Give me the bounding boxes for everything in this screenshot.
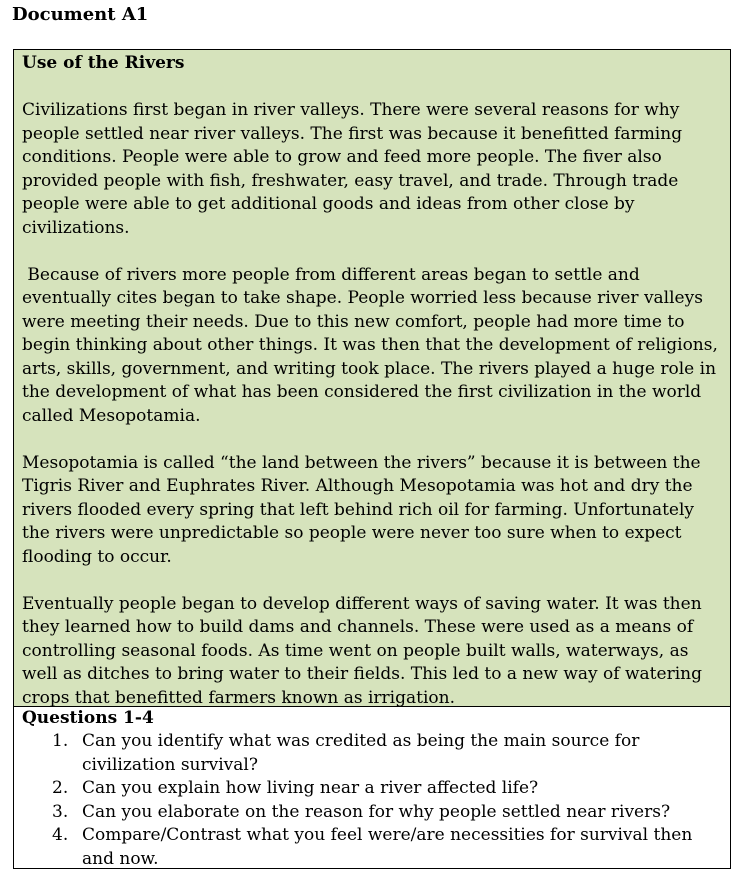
question-text: Can you identify what was credited as being the main source for civilization survival?	[82, 731, 640, 775]
document-title: Document A1	[12, 4, 149, 25]
paragraph-1: Civilizations first began in river valleys. There were several reasons for why people settled near river valleys. The first was because it benefitted farming conditions. People were able to grow and feed more people. The fiver also provided people with fish, freshwater, easy travel, and trade. Through trade people were able to get additional goods and ideas from other close by civilizations.	[22, 100, 683, 238]
questions-section	[14, 707, 730, 868]
paragraph-4: Eventually people began to develop different ways of saving water. It was then they learned how to build dams and channels. These were used as a means of controlling seasonal foods. As time went on people built walls, waterways, as well as ditches to bring water to their fields. This led to a new way of watering crops that benefitted farmers known as irrigation.	[22, 593, 702, 707]
questions-list	[22, 730, 722, 871]
question-number: 2.	[52, 778, 69, 798]
question-number: 3.	[52, 801, 69, 822]
question-number: 1.	[52, 731, 69, 751]
questions-title: Questions 1-4	[22, 708, 154, 728]
question-item	[22, 824, 722, 871]
question-number: 4.	[52, 825, 69, 845]
question-text: Can you explain how living near a river affected life?	[82, 778, 539, 798]
paragraph-2: Because of rivers more people from different areas began to settle and eventually cites began to take shape. People worried less because river valleys were meeting their needs. Due to this new comfort, people had more time to begin thinking about other things. It was then that the development of religions, arts, skills, government, and writing took place. The rivers played a huge role in the development of what has been considered the first civilization in the world called Mesopotamia.	[22, 264, 724, 426]
document-table	[13, 49, 731, 869]
reading-title: Use of the Rivers	[22, 53, 185, 73]
question-text: Compare/Contrast what you feel were/are necessities for survival then and now.	[82, 825, 693, 869]
question-item	[22, 777, 722, 801]
question-item	[22, 801, 722, 825]
paragraph-3: Mesopotamia is called “the land between the rivers” because it is between the Tigris River and Euphrates River. Although Mesopotamia was hot and dry the rivers flooded every spring that left behind rich oil for farming. Unfortunately the rivers were unpredictable so people were never too sure when to expect flooding to occur.	[22, 452, 701, 567]
question-item	[22, 730, 722, 777]
reading-passage	[14, 50, 730, 707]
question-text: Can you elaborate on the reason for why people settled near rivers?	[82, 801, 671, 822]
